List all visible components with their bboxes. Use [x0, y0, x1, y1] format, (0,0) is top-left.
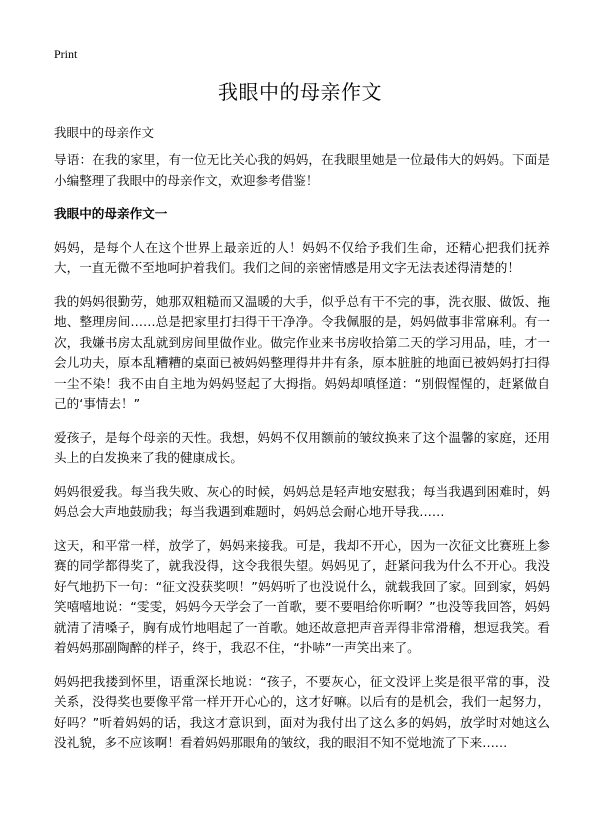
body-paragraph-1: 妈妈，是每个人在这个世界上最亲近的人！妈妈不仅给予我们生命，还精心把我们抚养大，一直无微不至地呵护着我们。我们之间的亲密情感是用文字无法表述得清楚的！: [54, 239, 550, 275]
body-paragraph-4: 妈妈很爱我。每当我失败、灰心的时候，妈妈总是轻声地安慰我；每当我遇到困难时，妈妈总会大声地鼓励我；每当我遇到难题时，妈妈总会耐心地开导我……: [54, 483, 550, 519]
body-paragraph-6: 妈妈把我搂到怀里，语重深长地说：“孩子，不要灰心，征文没评上奖是很平常的事，没关系，没得奖也要像平常一样开开心心的，这才好嘛。以后有的是机会，我们一起努力，好吗？”听着妈妈的话，我这才意识到，面对为我付出了这么多的妈妈，放学时对她这么没礼貌，多不应该啊！看着妈妈那眼角的皱纹，我的眼泪不知不觉地流了下来……: [54, 673, 550, 750]
intro-paragraph: 导语：在我的家里，有一位无比关心我的妈妈，在我眼里她是一位最伟大的妈妈。下面是小编整理了我眼中的母亲作文，欢迎参考借鉴！: [54, 152, 550, 188]
print-label: Print: [54, 47, 78, 61]
body-paragraph-3: 爱孩子，是每个母亲的天性。我想，妈妈不仅用额前的皱纹换来了这个温馨的家庭，还用头上的白发换来了我的健康成长。: [54, 429, 550, 465]
document-subtitle: 我眼中的母亲作文: [54, 125, 155, 140]
article-body: [54, 150, 550, 767]
section-heading: 我眼中的母亲作文一: [54, 206, 168, 221]
body-paragraph-2: 我的妈妈很勤劳，她那双粗糙而又温暖的大手，似乎总有干不完的事，洗衣服、做饭、拖地、整理房间……总是把家里打扫得干干净净。令我佩服的是，妈妈做事非常麻利。有一次，我嫌书房太乱就到房间里做作业。做完作业来书房收拾第二天的学习用品，哇，才一会儿功夫，原本乱糟糟的桌面已被妈妈整理得井井有条，原本脏脏的地面已被妈妈打扫得一尘不染！我不由自主地为妈妈竖起了大拇指。妈妈却嗔怪道：“别假惺惺的，赶紧做自己的‘事情去！”: [54, 293, 550, 411]
body-paragraph-5: 这天，和平常一样，放学了，妈妈来接我。可是，我却不开心，因为一次征文比赛班上参赛的同学都得奖了，就我没得，这令我很失望。妈妈见了，赶紧问我为什么不开心。我没好气地扔下一句：“征文没获奖呗！”妈妈听了也没说什么，就载我回了家。回到家，妈妈笑嘻嘻地说：“雯雯，妈妈今天学会了一首歌，要不要唱给你听啊？”也没等我回答，妈妈就清了清嗓子，胸有成竹地唱起了一首歌。她还故意把声音弄得非常滑稽，想逗我笑。看着妈妈那副陶醉的样子，终于，我忍不住，“扑哧”一声笑出来了。: [54, 537, 550, 655]
page-title: 我眼中的母亲作文: [218, 80, 382, 104]
